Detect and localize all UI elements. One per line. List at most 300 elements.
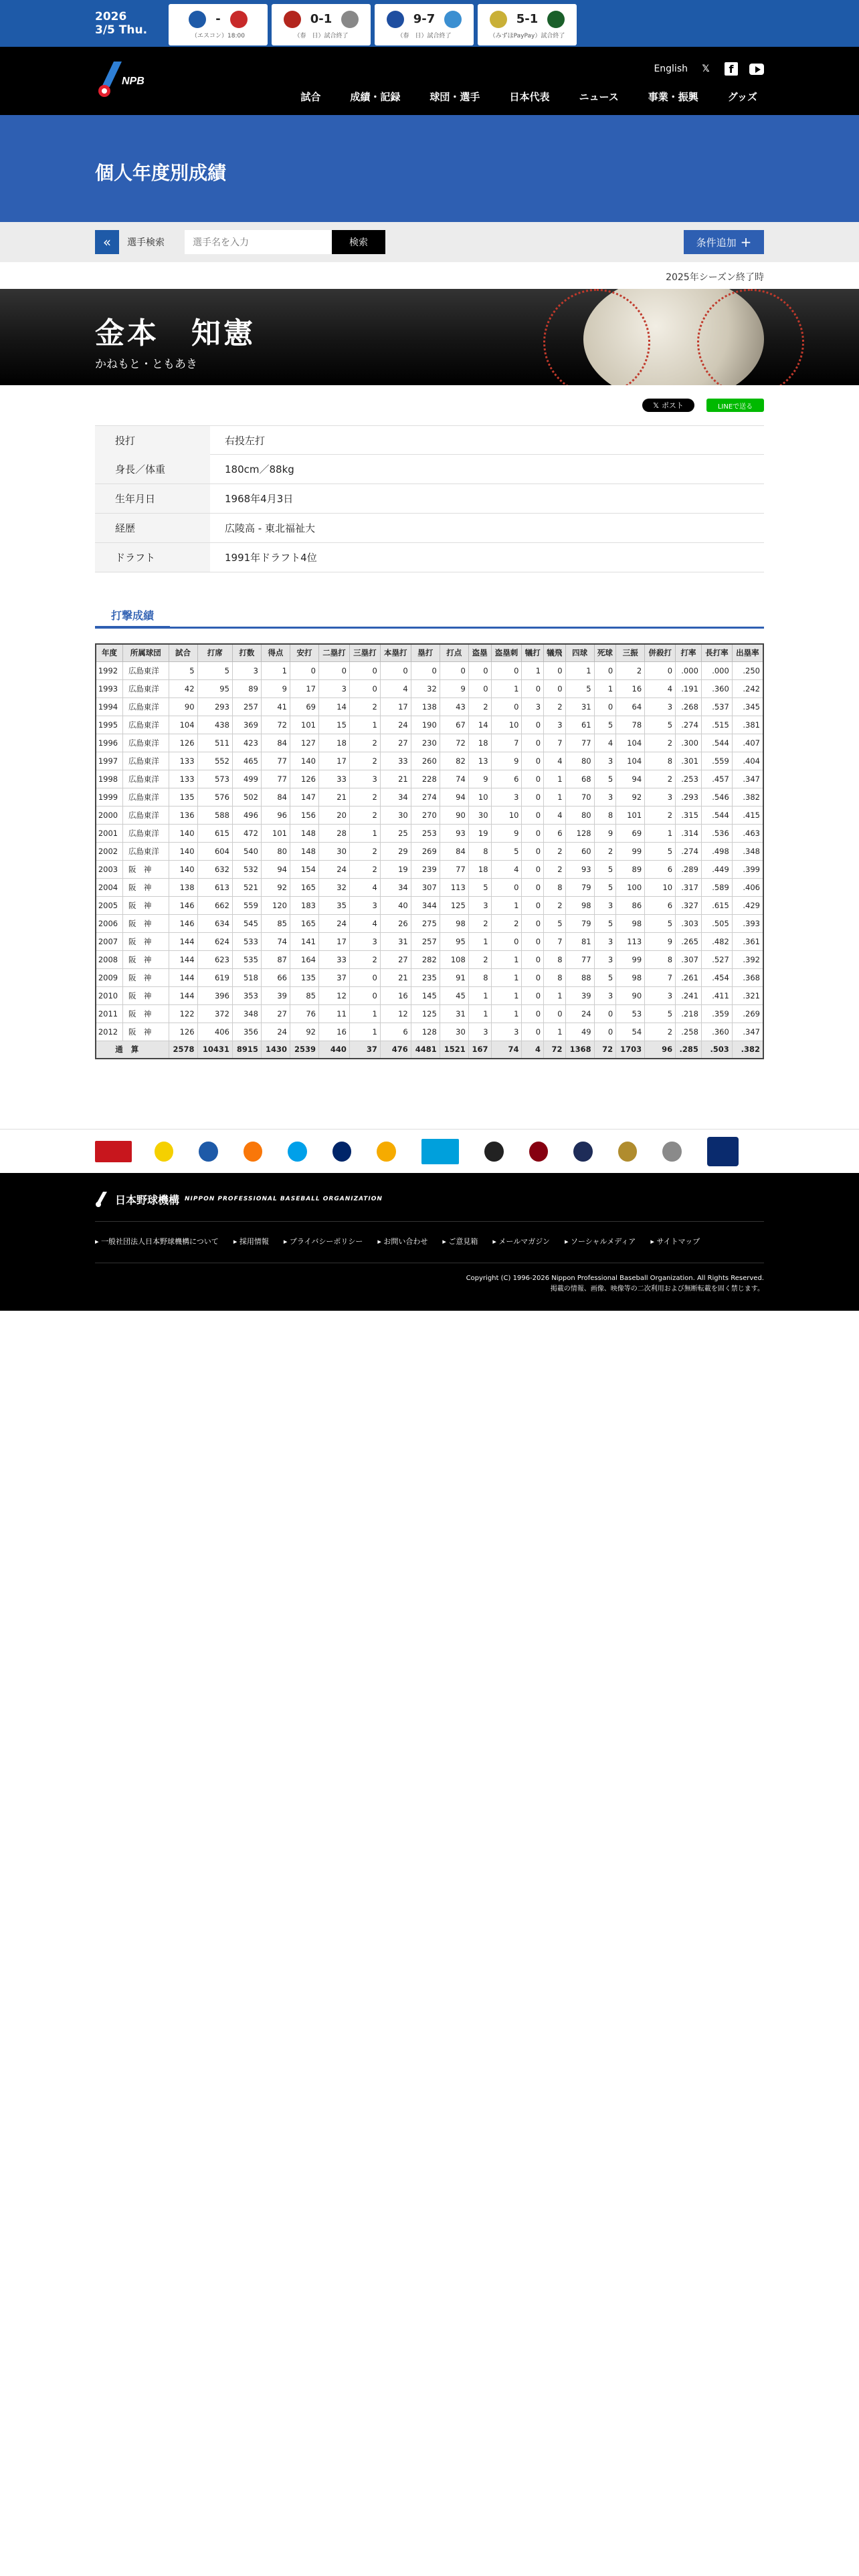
- profile-key: 生年月日: [95, 484, 210, 513]
- stat-cell: 6: [491, 770, 522, 788]
- stat-cell: 29: [380, 842, 411, 860]
- game-card[interactable]: [478, 4, 577, 45]
- stat-cell: 2: [645, 734, 676, 752]
- stat-cell: .537: [701, 697, 732, 716]
- stat-cell: 0: [522, 914, 544, 932]
- stat-cell: 24: [380, 716, 411, 734]
- stat-cell: 0: [522, 716, 544, 734]
- stat-cell: 5: [594, 860, 616, 878]
- stat-year: 2002: [96, 842, 122, 860]
- stat-cell: 156: [290, 806, 318, 824]
- stat-cell: .589: [701, 878, 732, 896]
- stat-cell: 148: [290, 842, 318, 860]
- stat-cell: 26: [380, 914, 411, 932]
- bullet-icon: ▸: [377, 1237, 384, 1246]
- stat-cell: 145: [411, 986, 440, 1004]
- total-cell: .503: [701, 1041, 732, 1059]
- profile-row: [95, 543, 764, 572]
- stat-cell: 95: [440, 932, 468, 950]
- stat-cell: 138: [411, 697, 440, 716]
- youtube-icon[interactable]: [749, 62, 764, 76]
- date-year: 2026: [95, 10, 127, 23]
- stat-cell: 76: [290, 1004, 318, 1023]
- stat-cell: 356: [232, 1023, 261, 1041]
- player-banner: [0, 289, 859, 385]
- stat-team: 阪 神: [122, 968, 169, 986]
- stat-cell: 372: [197, 1004, 232, 1023]
- stat-cell: 34: [380, 878, 411, 896]
- stat-team: 広島東洋: [122, 788, 169, 806]
- stat-cell: 2: [349, 697, 380, 716]
- double-chevron-left-icon[interactable]: «: [95, 230, 119, 254]
- facebook-icon[interactable]: f: [724, 62, 739, 76]
- footer-link[interactable]: [233, 1236, 269, 1247]
- stat-cell: 101: [616, 806, 645, 824]
- table-row: [96, 1004, 763, 1023]
- stat-cell: 3: [318, 679, 349, 697]
- stat-cell: 21: [380, 770, 411, 788]
- stat-cell: 3: [349, 896, 380, 914]
- stat-cell: 40: [380, 896, 411, 914]
- stat-cell: 34: [380, 788, 411, 806]
- stat-cell: 3: [544, 716, 566, 734]
- stat-cell: 0: [349, 968, 380, 986]
- stat-cell: 42: [169, 679, 197, 697]
- stat-cell: 2: [594, 842, 616, 860]
- stat-cell: 9: [468, 770, 491, 788]
- stat-cell: 126: [169, 734, 197, 752]
- stat-cell: 18: [468, 734, 491, 752]
- stat-cell: 3: [645, 697, 676, 716]
- game-score: 5-1: [516, 12, 539, 26]
- stat-cell: 1: [468, 1004, 491, 1023]
- line-share-button[interactable]: LINEで送る: [706, 399, 764, 412]
- footer-link-label: お問い合わせ: [383, 1237, 428, 1246]
- page-title: 個人年度別成績: [95, 162, 227, 184]
- npb-logo[interactable]: [95, 58, 155, 100]
- fighters-logo[interactable]: [421, 1139, 460, 1164]
- eagles-logo[interactable]: [529, 1142, 548, 1162]
- game-score-row: [387, 11, 462, 28]
- stat-cell: 21: [380, 968, 411, 986]
- baystars-logo[interactable]: [199, 1142, 217, 1162]
- stat-cell: 41: [261, 697, 290, 716]
- stat-cell: 533: [232, 932, 261, 950]
- home-team-logo: [547, 11, 565, 28]
- stat-cell: 21: [318, 788, 349, 806]
- total-label: 通算: [96, 1041, 169, 1059]
- table-row: [96, 752, 763, 770]
- stat-cell: 502: [232, 788, 261, 806]
- stat-cell: 472: [232, 824, 261, 842]
- stat-cell: 369: [232, 716, 261, 734]
- marines-logo[interactable]: [484, 1142, 503, 1162]
- stat-cell: 9: [491, 824, 522, 842]
- profile-value: 180cm／88kg: [225, 463, 294, 475]
- stat-cell: 95: [197, 679, 232, 697]
- stat-cell: 8: [468, 842, 491, 860]
- footer-logo[interactable]: [95, 1190, 383, 1208]
- stat-cell: 1: [261, 661, 290, 679]
- stat-cell: 348: [232, 1004, 261, 1023]
- stat-cell: 72: [440, 734, 468, 752]
- stat-cell: .314: [676, 824, 702, 842]
- stat-cell: 662: [197, 896, 232, 914]
- stats-column-header: 犠飛: [544, 644, 566, 661]
- carp-logo[interactable]: [95, 1141, 132, 1162]
- stat-year: 1994: [96, 697, 122, 716]
- stat-cell: 6: [544, 824, 566, 842]
- stat-cell: .241: [676, 986, 702, 1004]
- stats-column-header: 本塁打: [380, 644, 411, 661]
- stat-cell: .359: [701, 1004, 732, 1023]
- table-row: [96, 770, 763, 788]
- stat-cell: .454: [701, 968, 732, 986]
- game-status: （春 日）試合終了: [397, 32, 452, 39]
- stat-cell: .301: [676, 752, 702, 770]
- stat-cell: 2: [349, 842, 380, 860]
- stat-cell: .000: [701, 661, 732, 679]
- stat-cell: 31: [440, 1004, 468, 1023]
- stat-cell: 521: [232, 878, 261, 896]
- copyright-text: Copyright (C) 1996-2026 Nippon Professional Baseball Organization. All Rights Reserved.: [466, 1275, 764, 1282]
- footer-link[interactable]: [95, 1236, 219, 1247]
- stat-cell: 2: [544, 842, 566, 860]
- stat-cell: 98: [616, 968, 645, 986]
- nav-item[interactable]: 成績・記録: [350, 91, 401, 103]
- game-card[interactable]: [169, 4, 268, 45]
- stat-cell: 17: [380, 697, 411, 716]
- stat-year: 2000: [96, 806, 122, 824]
- footer-link[interactable]: [650, 1236, 700, 1247]
- english-link[interactable]: English: [654, 64, 688, 74]
- stat-cell: 623: [197, 950, 232, 968]
- stat-cell: 0: [491, 932, 522, 950]
- stat-cell: 104: [616, 734, 645, 752]
- footer-org-name: 日本野球機構: [115, 1193, 180, 1206]
- stat-cell: 274: [411, 788, 440, 806]
- nav-item[interactable]: 事業・振興: [648, 91, 698, 103]
- stat-cell: 4: [544, 806, 566, 824]
- stats-column-header: 打点: [440, 644, 468, 661]
- stat-team: 広島東洋: [122, 806, 169, 824]
- team-logo-bar: [0, 1129, 859, 1173]
- stat-cell: 33: [318, 770, 349, 788]
- stat-cell: 257: [411, 932, 440, 950]
- stat-cell: 120: [261, 896, 290, 914]
- stat-cell: 66: [261, 968, 290, 986]
- stat-cell: .289: [676, 860, 702, 878]
- stat-cell: 144: [169, 932, 197, 950]
- stat-cell: 98: [440, 914, 468, 932]
- stat-cell: 144: [169, 986, 197, 1004]
- player-name-input[interactable]: [185, 230, 332, 254]
- table-row: [96, 1023, 763, 1041]
- stat-cell: 87: [261, 950, 290, 968]
- stat-cell: 31: [380, 932, 411, 950]
- nav-item[interactable]: 球団・選手: [430, 91, 480, 103]
- stat-cell: 90: [440, 806, 468, 824]
- stat-cell: 96: [261, 806, 290, 824]
- stat-cell: 16: [380, 986, 411, 1004]
- stat-cell: 10: [468, 788, 491, 806]
- stat-year: 2011: [96, 1004, 122, 1023]
- nav-item[interactable]: 試合: [300, 91, 321, 103]
- stat-cell: 90: [616, 986, 645, 1004]
- stat-cell: 2: [468, 950, 491, 968]
- stat-cell: 1: [594, 679, 616, 697]
- stat-cell: .360: [701, 679, 732, 697]
- footer-link[interactable]: [565, 1236, 636, 1247]
- stat-cell: 32: [318, 878, 349, 896]
- stat-cell: 3: [232, 661, 261, 679]
- stat-cell: .404: [732, 752, 763, 770]
- stats-column-header: 試合: [169, 644, 197, 661]
- date-day: 3/5 Thu.: [95, 23, 148, 37]
- swallows-logo[interactable]: [288, 1142, 306, 1162]
- stat-cell: 14: [468, 716, 491, 734]
- stat-cell: 0: [468, 679, 491, 697]
- stat-cell: .544: [701, 806, 732, 824]
- stat-cell: 49: [565, 1023, 594, 1041]
- stat-team: 広島東洋: [122, 824, 169, 842]
- nav-item[interactable]: ニュース: [579, 91, 619, 103]
- stat-cell: 0: [491, 697, 522, 716]
- stat-cell: .615: [701, 896, 732, 914]
- stat-cell: 61: [565, 716, 594, 734]
- stat-team: 広島東洋: [122, 697, 169, 716]
- footer-link-label: ソーシャルメディア: [570, 1237, 636, 1246]
- tigers-logo[interactable]: [155, 1142, 173, 1162]
- stat-cell: 613: [197, 878, 232, 896]
- stat-cell: 138: [169, 878, 197, 896]
- stat-cell: 84: [261, 788, 290, 806]
- player-search-bar: [0, 222, 859, 262]
- stat-year: 1995: [96, 716, 122, 734]
- stat-cell: .293: [676, 788, 702, 806]
- stat-cell: 2: [468, 914, 491, 932]
- stat-cell: 5: [645, 1004, 676, 1023]
- samurai-japan-logo[interactable]: [707, 1137, 739, 1166]
- stat-team: 阪 神: [122, 932, 169, 950]
- stat-cell: 2: [645, 806, 676, 824]
- stat-cell: .321: [732, 986, 763, 1004]
- stat-cell: .191: [676, 679, 702, 697]
- stat-cell: 406: [197, 1023, 232, 1041]
- stat-cell: 13: [468, 752, 491, 770]
- stat-cell: 17: [318, 932, 349, 950]
- plus-icon: +: [740, 234, 752, 250]
- stat-cell: 128: [411, 1023, 440, 1041]
- stats-column-header: 三塁打: [349, 644, 380, 661]
- stat-cell: 4: [594, 734, 616, 752]
- footer-link[interactable]: [377, 1236, 427, 1247]
- x-icon[interactable]: 𝕏: [702, 64, 710, 74]
- stat-cell: 8: [645, 950, 676, 968]
- footer-link[interactable]: [284, 1236, 363, 1247]
- search-label: 選手検索: [127, 237, 165, 248]
- stats-column-header: 塁打: [411, 644, 440, 661]
- hawks-logo[interactable]: [377, 1142, 395, 1162]
- total-cell: 167: [468, 1041, 491, 1059]
- stat-cell: 101: [290, 716, 318, 734]
- stat-cell: .536: [701, 824, 732, 842]
- game-card[interactable]: [375, 4, 474, 45]
- stat-cell: 9: [594, 824, 616, 842]
- stat-cell: 235: [411, 968, 440, 986]
- stat-cell: 293: [197, 697, 232, 716]
- table-row: [96, 950, 763, 968]
- stat-cell: 54: [616, 1023, 645, 1041]
- footer-link[interactable]: [492, 1236, 550, 1247]
- stat-cell: 27: [380, 734, 411, 752]
- stat-cell: 7: [544, 734, 566, 752]
- game-card[interactable]: [272, 4, 371, 45]
- dragons-logo[interactable]: [332, 1142, 351, 1162]
- stat-cell: 2: [468, 697, 491, 716]
- stat-team: 阪 神: [122, 896, 169, 914]
- profile-value: 右投左打: [225, 434, 266, 447]
- stat-cell: 496: [232, 806, 261, 824]
- x-post-button[interactable]: [642, 399, 694, 412]
- nav-item[interactable]: 日本代表: [509, 91, 550, 103]
- bullet-icon: ▸: [283, 1237, 290, 1246]
- stat-cell: 147: [290, 788, 318, 806]
- stat-team: 阪 神: [122, 878, 169, 896]
- footer-link[interactable]: [442, 1236, 478, 1247]
- player-profile: [95, 425, 764, 572]
- stat-year: 2001: [96, 824, 122, 842]
- stat-cell: 1: [349, 716, 380, 734]
- stat-cell: 0: [522, 950, 544, 968]
- stat-team: 阪 神: [122, 1004, 169, 1023]
- stats-column-header: 安打: [290, 644, 318, 661]
- bullet-icon: ▸: [442, 1237, 449, 1246]
- away-team-logo: [490, 11, 507, 28]
- buffaloes-logo[interactable]: [618, 1142, 637, 1162]
- total-cell: 2539: [290, 1041, 318, 1059]
- npb-mark-icon: [95, 1190, 110, 1208]
- stat-cell: 1: [491, 896, 522, 914]
- stat-year: 2003: [96, 860, 122, 878]
- stat-cell: 8: [544, 878, 566, 896]
- stat-cell: 90: [169, 697, 197, 716]
- stat-cell: 35: [318, 896, 349, 914]
- stat-cell: 499: [232, 770, 261, 788]
- bullet-icon: ▸: [233, 1237, 240, 1246]
- stat-cell: 0: [522, 932, 544, 950]
- share-buttons: [95, 385, 764, 425]
- stat-cell: 77: [261, 770, 290, 788]
- stat-cell: 1: [468, 932, 491, 950]
- stat-team: 阪 神: [122, 950, 169, 968]
- home-team-logo: [230, 11, 248, 28]
- stat-cell: 5: [645, 842, 676, 860]
- footer-links: [95, 1236, 700, 1247]
- stat-cell: 28: [318, 824, 349, 842]
- stat-cell: .393: [732, 914, 763, 932]
- stat-cell: 5: [544, 914, 566, 932]
- stat-cell: 77: [565, 734, 594, 752]
- total-cell: 1703: [616, 1041, 645, 1059]
- total-cell: 72: [544, 1041, 566, 1059]
- profile-key: 投打: [95, 426, 210, 455]
- table-row: [96, 824, 763, 842]
- stat-cell: 164: [290, 950, 318, 968]
- stat-cell: 3: [594, 752, 616, 770]
- table-row: [96, 914, 763, 932]
- stat-team: 阪 神: [122, 860, 169, 878]
- stat-cell: 0: [522, 824, 544, 842]
- stat-cell: 465: [232, 752, 261, 770]
- stat-cell: 69: [616, 824, 645, 842]
- stat-cell: 307: [411, 878, 440, 896]
- npb-logo-small[interactable]: [662, 1142, 681, 1162]
- stat-cell: 128: [565, 824, 594, 842]
- stat-cell: 144: [169, 968, 197, 986]
- bullet-icon: ▸: [95, 1237, 102, 1246]
- stat-cell: .457: [701, 770, 732, 788]
- stat-cell: 3: [468, 1023, 491, 1041]
- stat-cell: 5: [594, 770, 616, 788]
- stat-cell: 0: [491, 661, 522, 679]
- add-condition-button[interactable]: [684, 230, 764, 254]
- stat-cell: 0: [544, 679, 566, 697]
- stats-column-header: 盗塁刺: [491, 644, 522, 661]
- footer-link-label: メールマガジン: [498, 1237, 550, 1246]
- stat-cell: 275: [411, 914, 440, 932]
- stat-cell: 43: [440, 697, 468, 716]
- stat-cell: 0: [468, 661, 491, 679]
- stat-cell: 0: [522, 679, 544, 697]
- stat-cell: 165: [290, 914, 318, 932]
- footer-link-label: サイトマップ: [656, 1237, 700, 1246]
- total-cell: .382: [732, 1041, 763, 1059]
- stat-team: 広島東洋: [122, 842, 169, 860]
- stat-cell: 0: [522, 878, 544, 896]
- search-button[interactable]: 検索: [332, 230, 385, 254]
- giants-logo[interactable]: [244, 1142, 262, 1162]
- stat-cell: 89: [232, 679, 261, 697]
- stat-cell: 146: [169, 914, 197, 932]
- stat-cell: .505: [701, 914, 732, 932]
- score-bar: [0, 0, 859, 47]
- stat-cell: 0: [544, 661, 566, 679]
- stat-cell: 154: [290, 860, 318, 878]
- stat-cell: 92: [290, 1023, 318, 1041]
- stat-cell: 9: [261, 679, 290, 697]
- stat-cell: 0: [645, 661, 676, 679]
- nav-item[interactable]: グッズ: [727, 91, 757, 103]
- stat-cell: 140: [169, 860, 197, 878]
- stat-cell: .327: [676, 896, 702, 914]
- stat-cell: 77: [565, 950, 594, 968]
- table-row: [96, 697, 763, 716]
- stat-cell: 0: [594, 697, 616, 716]
- lions-logo[interactable]: [573, 1142, 592, 1162]
- copyright: [466, 1273, 764, 1295]
- stat-team: 広島東洋: [122, 770, 169, 788]
- stat-cell: 11: [318, 1004, 349, 1023]
- stat-year: 1992: [96, 661, 122, 679]
- stat-cell: .300: [676, 734, 702, 752]
- total-cell: 1430: [261, 1041, 290, 1059]
- tab-batting-stats[interactable]: 打撃成績: [95, 606, 170, 629]
- total-cell: 10431: [197, 1041, 232, 1059]
- stat-cell: 98: [616, 914, 645, 932]
- table-row: [96, 661, 763, 679]
- stat-cell: 576: [197, 788, 232, 806]
